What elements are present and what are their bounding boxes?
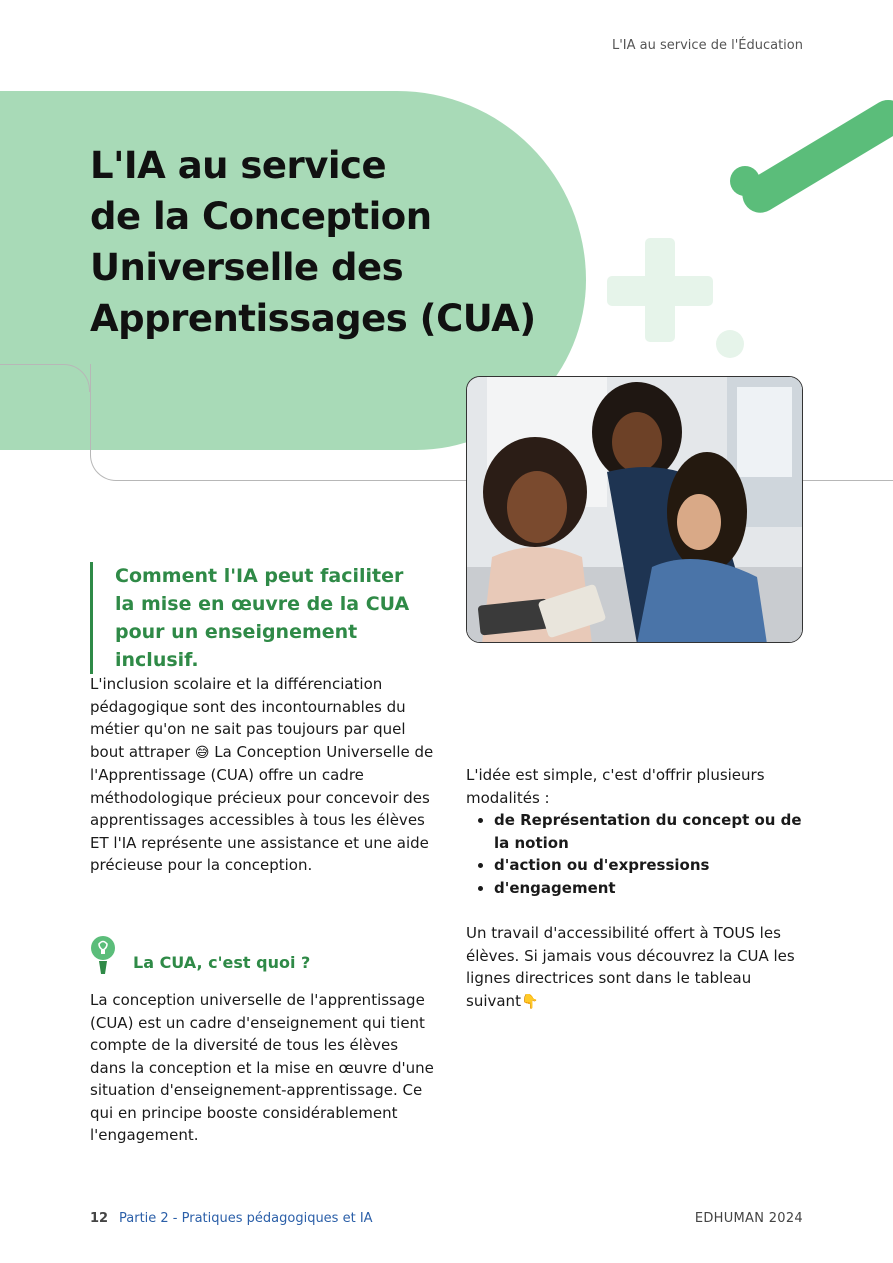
title-line-2: de la Conception xyxy=(90,195,432,238)
footer-publisher: EDHUMAN 2024 xyxy=(694,1211,803,1226)
closing-text: Un travail d'accessibilité offert à TOUS les élèves. Si jamais vous découvrez la CUA les lignes directrices sont dans le tableau suivant xyxy=(466,924,795,1010)
modalities-list xyxy=(466,809,806,899)
classroom-photo-illustration xyxy=(467,377,803,643)
section-paragraph: La conception universelle de l'apprentissage (CUA) est un cadre d'enseignement qui tient compte de la diversité de tous les élèves dans la conception et la mise en œuvre d'une situation d'enseignement-apprentissage. Ce qui en principe booste considérablement l'engagement. xyxy=(90,991,434,1144)
title-line-3: Universelle des xyxy=(90,246,404,289)
footer-part-label: Partie 2 - Pratiques pédagogiques et IA xyxy=(119,1211,373,1226)
list-item: • d'engagement xyxy=(494,877,806,900)
title-line-4: Apprentissages (CUA) xyxy=(90,297,536,340)
plus-shape-icon-bar xyxy=(607,276,713,306)
pointing-down-icon: 👇 xyxy=(520,993,539,1010)
decorative-outline xyxy=(0,364,90,392)
lightbulb-icon xyxy=(90,935,116,975)
title-line-1: L'IA au service xyxy=(90,144,387,187)
intro-text-part-1: L'inclusion scolaire et la différenciation pédagogique sont des incontournables du métier qu'on ne sait pas toujours par quel bout attraper xyxy=(90,675,406,761)
page-title xyxy=(90,140,560,344)
intro-paragraph xyxy=(90,673,435,877)
section-heading: La CUA, c'est quoi ? xyxy=(133,953,311,972)
modalities-block xyxy=(466,764,806,899)
list-item: • de Représentation du concept ou de la notion xyxy=(494,809,806,854)
list-item: • d'action ou d'expressions xyxy=(494,854,806,877)
closing-paragraph xyxy=(466,922,806,1013)
page-number: 12 xyxy=(90,1211,109,1226)
sweat-smile-icon: 😅 xyxy=(194,744,210,761)
modalities-lead: L'idée est simple, c'est d'offrir plusieurs modalités : xyxy=(466,766,765,807)
decorative-dot-light xyxy=(716,330,744,358)
decorative-bar xyxy=(736,93,893,219)
intro-text-part-2: La Conception Universelle de l'Apprentissage (CUA) offre un cadre méthodologique précieux pour concevoir des apprentissages accessibles à tous les élèves ET l'IA représente une assistance et une aide précieuse pour la conception. xyxy=(90,742,434,874)
classroom-photo xyxy=(466,376,803,643)
pull-quote: Comment l'IA peut faciliter la mise en œuvre de la CUA pour un enseignement inclusif. xyxy=(90,562,420,674)
running-header: L'IA au service de l'Éducation xyxy=(611,38,803,53)
